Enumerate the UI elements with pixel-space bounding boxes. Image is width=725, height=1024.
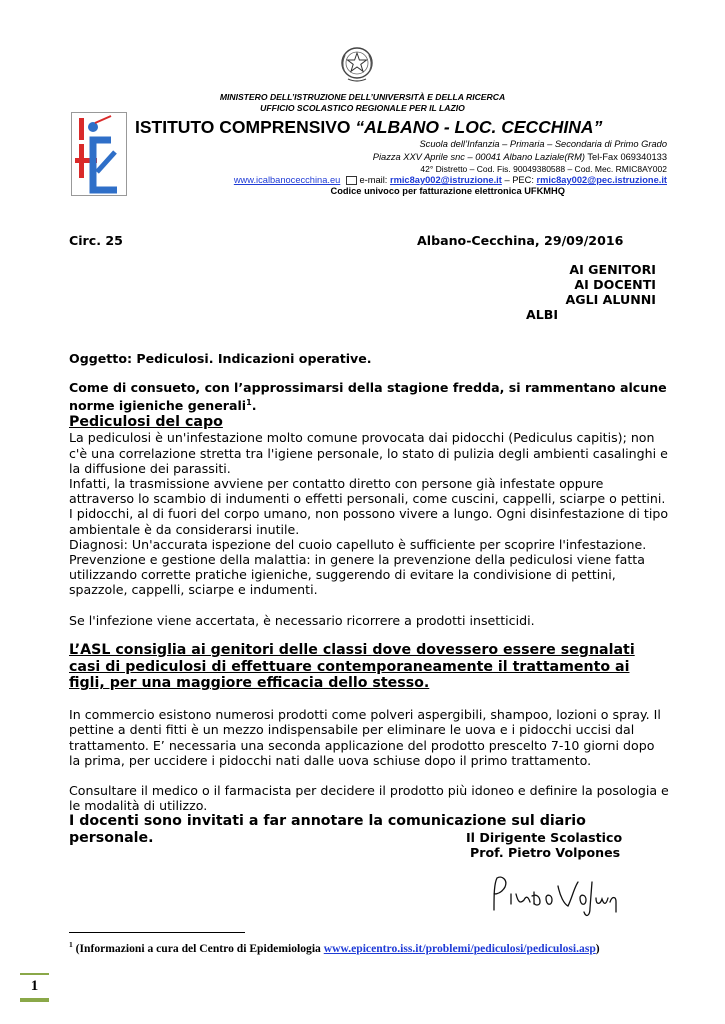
signature-name: Prof. Pietro Volpones [470,845,621,861]
email-label: e-mail: [356,175,390,185]
intro-text: Come di consueto, con l’approssimarsi della stagione fredda, si rammentano alcune norme igieniche generali [69,380,667,414]
circular-number: Circ. 25 [69,233,123,248]
paragraph: Prevenzione e gestione della malattia: in genere la prevenzione della pediculosi viene fatta utilizzando corrette pratiche igieniche, suggerendo di evitare la condivisione di pettini, spazzole, cappelli, sciarpe e indumenti. [69,552,645,598]
signature-block [466,830,622,860]
school-title [135,117,602,138]
district-line: 42° Distretto – Cod. Fis. 90049380588 – Cod. Mec. RMIC8AY002 [420,164,667,174]
school-logo [71,112,127,196]
paragraph: I pidocchi, al di fuori del corpo umano, non possono vivere a lungo. Ogni disinfestazione di tipo ambientale è da considerarsi inutile. [69,506,669,537]
recipient: ALBI [526,307,559,322]
footnote-text: (Informazioni a cura del Centro di Epidemiologia [72,941,324,955]
pec-label: – PEC: [501,175,537,185]
school-title-prefix: ISTITUTO COMPRENSIVO [135,117,356,137]
letter-body [69,380,669,847]
envelope-icon [346,176,357,185]
footnote-link[interactable]: www.epicentro.iss.it/problemi/pediculosi/pediculosi.asp [323,941,596,955]
insecticide-paragraph: Se l'infezione viene accertata, è necessario ricorrere a prodotti insetticidi. [69,612,535,628]
section-title: Pediculosi del capo [69,413,223,430]
footnote-ref[interactable]: 1 [246,398,252,408]
website-link[interactable]: www.icalbanocecchina.eu [233,175,341,185]
contacts-line [234,175,667,185]
republic-emblem [338,44,376,84]
handwritten-signature [488,872,622,922]
consult-paragraph: Consultare il medico o il farmacista per decidere il prodotto più idoneo e definire la posologia e le modalità di utilizzo. [69,783,669,814]
page-number-top-rule [20,973,49,975]
school-name: “ALBANO - LOC. CECCHINA” [355,117,603,137]
page-number: 1 [30,978,39,994]
telfax: Tel-Fax 069340133 [584,152,667,162]
address-line [373,152,667,162]
pec-link[interactable]: rmic8ay002@pec.istruzione.it [536,175,667,185]
ministry-line2: UFFICIO SCOLASTICO REGIONALE PER IL LAZIO [260,103,465,113]
teachers-notice: I docenti sono invitati a far annotare la comunicazione sul diario personale. [69,813,586,847]
paragraph: Diagnosi: Un'accurata ispezione del cuoio capelluto è sufficiente per scoprire l'infestazione. [69,536,647,552]
recipient: AGLI ALUNNI [565,292,656,308]
intro-paragraph [69,380,669,414]
footnote [69,940,600,955]
ministry-line1: MINISTERO DELL’ISTRUZIONE DELL’UNIVERSITÀ E DELLA RICERCA [219,92,506,102]
commerce-paragraph: In commercio esistono numerosi prodotti come polveri aspergibili, shampoo, lozioni o spray. Il pettine a denti fitti è un mezzo indispensabile per eliminare le uova e i pidocchi uccisi dal trattamento. E’ necessaria una seconda applicazione del prodotto prescelto 7-10 giorni dopo la prima, per uccidere i pidocchi nati dalle uova schiuse dopo il primo trattamento. [69,707,661,768]
school-types: Scuola dell’Infanzia – Primaria – Secondaria di Primo Grado [419,139,667,149]
signature-role: Il Dirigente Scolastico [466,830,623,845]
footnote-end: ) [595,941,600,955]
recipient: AI GENITORI [569,262,656,277]
footnote-number: 1 [69,940,73,949]
footnote-separator [69,932,245,933]
page-number-bottom-rule [20,998,49,1002]
subject: Oggetto: Pediculosi. Indicazioni operative. [69,351,372,366]
paragraph: Infatti, la trasmissione avviene per contatto diretto con persone già infestate oppure attraverso lo scambio di indumenti o effetti personali, come cuscini, cappelli, sciarpe o pettini. [69,476,666,507]
invoice-code: Codice univoco per fatturazione elettronica UFKMHQ [330,186,565,196]
place-date: Albano-Cecchina, 29/09/2016 [417,233,624,248]
paragraph: La pediculosi è un'infestazione molto comune provocata dai pidocchi (Pediculus capitis); non c'è una correlazione stretta tra l'igiene personale, lo stato di pulizia degli ambienti casalinghi e la diffusione dei parassiti. [69,430,668,476]
asl-notice: L’ASL consiglia ai genitori delle classi dove dovessero essere segnalati casi di pediculosi di effettuare contemporaneamente il trattamento ai figli, per una maggiore efficacia dello stesso. [69,641,635,692]
recipient: AI DOCENTI [574,277,656,293]
address: Piazza XXV Aprile snc – 00041 Albano Laziale(RM) [372,152,585,162]
email-link[interactable]: rmic8ay002@istruzione.it [389,175,502,185]
recipients-list [566,262,657,308]
intro-end: . [251,398,257,414]
